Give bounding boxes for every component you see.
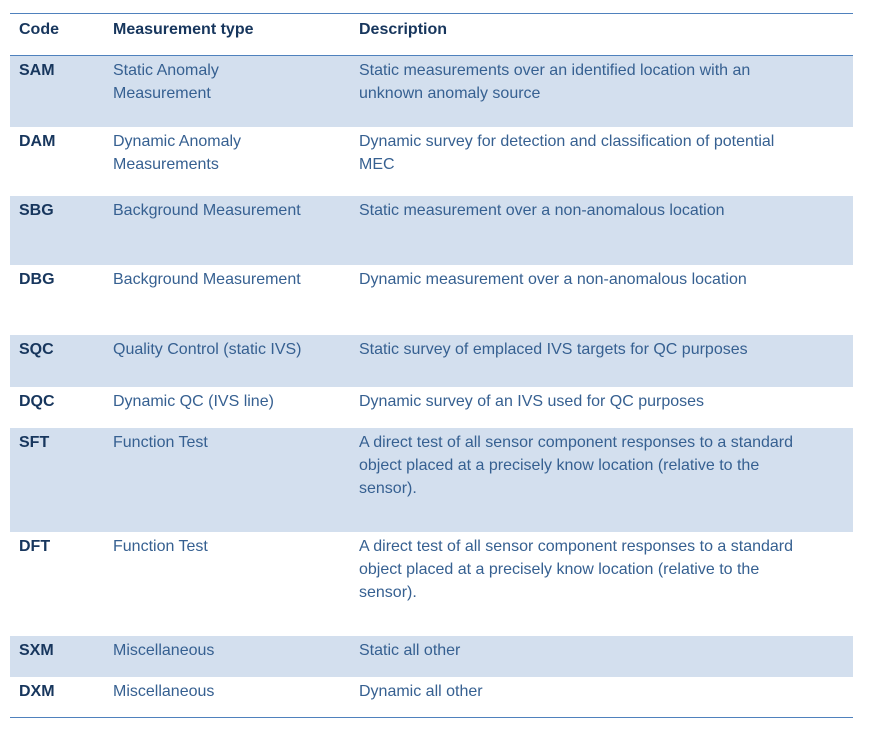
code-cell: DAM xyxy=(19,133,56,150)
description-cell xyxy=(359,390,847,413)
type-cell xyxy=(113,390,338,413)
description-line: A direct test of all sensor component responses to a standard xyxy=(359,434,794,451)
header-code: Code xyxy=(19,21,59,38)
code-cell: SBG xyxy=(19,202,54,219)
code-cell: DQC xyxy=(19,393,55,410)
table-row xyxy=(10,56,853,127)
description-cell xyxy=(359,639,847,662)
type-cell xyxy=(113,680,338,703)
description-line: sensor). xyxy=(359,480,417,497)
table-header xyxy=(10,14,853,56)
type-line: Function Test xyxy=(113,538,208,555)
description-line: Dynamic all other xyxy=(359,683,483,700)
description-line: Static measurement over a non-anomalous location xyxy=(359,202,725,219)
type-cell xyxy=(113,639,338,662)
table-row xyxy=(10,532,853,636)
type-line: Dynamic QC (IVS line) xyxy=(113,393,274,410)
description-line: unknown anomaly source xyxy=(359,85,541,102)
type-cell xyxy=(113,431,338,454)
header-measurement-type: Measurement type xyxy=(113,21,254,38)
description-cell xyxy=(359,535,847,604)
table-row xyxy=(10,196,853,265)
description-line: sensor). xyxy=(359,584,417,601)
type-cell xyxy=(113,268,338,291)
type-line: Static Anomaly xyxy=(113,62,219,79)
type-cell xyxy=(113,338,338,361)
description-line: Static measurements over an identified location with an xyxy=(359,62,751,79)
description-line: A direct test of all sensor component responses to a standard xyxy=(359,538,794,555)
description-cell xyxy=(359,431,847,500)
type-cell xyxy=(113,199,338,222)
type-cell xyxy=(113,130,338,176)
description-line: object placed at a precisely know location (relative to the xyxy=(359,561,760,578)
description-cell xyxy=(359,130,847,176)
type-cell xyxy=(113,59,338,105)
header-description: Description xyxy=(359,21,448,38)
type-line: Miscellaneous xyxy=(113,683,215,700)
table-row xyxy=(10,127,853,196)
table-row xyxy=(10,428,853,532)
description-cell xyxy=(359,199,847,222)
type-line: Function Test xyxy=(113,434,208,451)
type-line: Background Measurement xyxy=(113,271,301,288)
code-cell: SFT xyxy=(19,434,50,451)
description-line: Dynamic survey for detection and classification of potential xyxy=(359,133,775,150)
description-line: MEC xyxy=(359,156,395,173)
description-line: Static all other xyxy=(359,642,461,659)
description-line: object placed at a precisely know location (relative to the xyxy=(359,457,760,474)
description-line: Static survey of emplaced IVS targets for QC purposes xyxy=(359,341,748,358)
table-row xyxy=(10,677,853,717)
description-cell xyxy=(359,59,847,105)
type-line: Miscellaneous xyxy=(113,642,215,659)
table-row xyxy=(10,387,853,428)
code-cell: DFT xyxy=(19,538,51,555)
code-cell: SAM xyxy=(19,62,55,79)
code-cell: DBG xyxy=(19,271,55,288)
code-cell: DXM xyxy=(19,683,55,700)
description-line: Dynamic measurement over a non-anomalous location xyxy=(359,271,747,288)
table-row xyxy=(10,335,853,387)
type-line: Measurements xyxy=(113,156,219,173)
code-cell: SQC xyxy=(19,341,54,358)
type-line: Quality Control (static IVS) xyxy=(113,341,302,358)
description-cell xyxy=(359,680,847,703)
type-cell xyxy=(113,535,338,558)
description-line: Dynamic survey of an IVS used for QC purposes xyxy=(359,393,705,410)
description-cell xyxy=(359,268,847,291)
table-row xyxy=(10,265,853,335)
table-row xyxy=(10,636,853,677)
type-line: Background Measurement xyxy=(113,202,301,219)
type-line: Measurement xyxy=(113,85,211,102)
description-cell xyxy=(359,338,847,361)
type-line: Dynamic Anomaly xyxy=(113,133,242,150)
code-cell: SXM xyxy=(19,642,54,659)
measurement-codes-table xyxy=(10,13,853,718)
